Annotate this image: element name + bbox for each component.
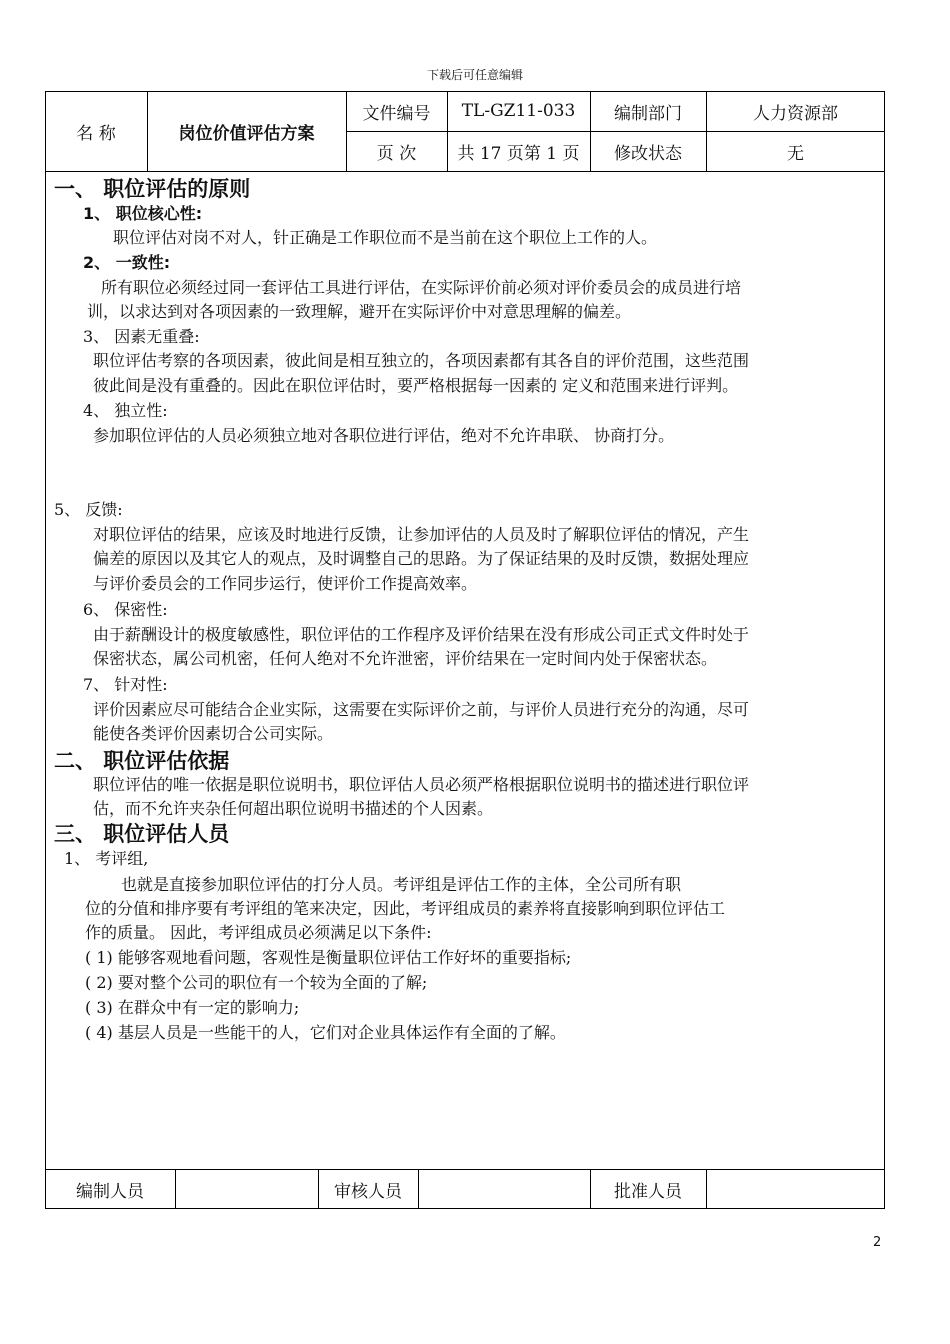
status-value: 无	[787, 143, 804, 164]
paragraph-line: 参加职位评估的人员必须独立地对各职位进行评估，绝对不允许串联、 协商打分。	[93, 426, 675, 445]
subsection-heading: 1、 职位核心性:	[83, 204, 203, 223]
subsection-heading: 7、 针对性:	[83, 675, 168, 694]
paragraph-line: 保密状态，属公司机密，任何人绝对不允许泄密，评价结果在一定时间内处于保密状态。	[93, 649, 718, 668]
dept-value: 人力资源部	[753, 103, 838, 124]
page-number: 2	[873, 1235, 882, 1250]
doc-no-value: TL-GZ11-033	[461, 101, 576, 121]
header-bottom-rule	[45, 171, 885, 172]
subsection-heading: 3、 因素无重叠:	[83, 327, 200, 346]
condition-item: ( 3) 在群众中有一定的影响力;	[85, 998, 300, 1017]
paragraph-line: 彼此间是没有重叠的。因此在职位评估时，要严格根据每一因素的 定义和范围来进行评判。	[93, 376, 739, 395]
page-label: 页 次	[376, 143, 417, 164]
subsection-heading: 1、 考评组,	[64, 849, 149, 868]
condition-item: ( 2) 要对整个公司的职位有一个较为全面的了解;	[85, 973, 428, 992]
section-heading: 二、 职位评估依据	[54, 749, 230, 773]
condition-item: ( 1) 能够客观地看问题，客观性是衡量职位评估工作好坏的重要指标;	[85, 948, 572, 967]
paragraph-line: 训，以求达到对各项因素的一致理解，避开在实际评价中对意思理解的偏差。	[87, 302, 632, 321]
status-label: 修改状态	[614, 143, 682, 164]
paragraph-line: 评价因素应尽可能结合企业实际，这需要在实际评价之前，与评价人员进行充分的沟通，尽可	[93, 700, 750, 719]
paragraph-line: 偏差的原因以及其它人的观点，及时调整自己的思路。为了保证结果的及时反馈，数据处理应	[93, 549, 750, 568]
top-note: 下载后可任意编辑	[426, 68, 523, 82]
paragraph-line: 也就是直接参加职位评估的打分人员。考评组是评估工作的主体，全公司所有职	[121, 875, 682, 894]
preparer-field[interactable]	[175, 1169, 318, 1209]
approver-field[interactable]	[706, 1169, 885, 1209]
document-title: 岗位价值评估方案	[178, 123, 315, 144]
condition-item: ( 4) 基层人员是一些能干的人，它们对企业具体运作有全面的了解。	[85, 1023, 566, 1042]
subsection-heading: 6、 保密性:	[83, 600, 168, 619]
paragraph-line: 所有职位必须经过同一套评估工具进行评估，在实际评价前必须对评价委员会的成员进行培	[101, 278, 742, 297]
paragraph-line: 职位评估对岗不对人，针正确是工作职位而不是当前在这个职位上工作的人。	[113, 228, 658, 247]
reviewer-field[interactable]	[418, 1169, 590, 1209]
subsection-heading: 5、 反馈:	[54, 500, 123, 519]
approver-label: 批准人员	[614, 1181, 682, 1202]
paragraph-line: 估，而不允许夹杂任何超出职位说明书描述的个人因素。	[93, 799, 494, 818]
name-label: 名 称	[76, 123, 116, 144]
dept-label: 编制部门	[614, 103, 682, 124]
subsection-heading: 4、 独立性:	[83, 401, 168, 420]
subsection-heading: 2、 一致性:	[83, 253, 171, 272]
paragraph-line: 由于薪酬设计的极度敏感性，职位评估的工作程序及评价结果在没有形成公司正式文件时处于	[93, 625, 750, 644]
reviewer-label: 审核人员	[334, 1181, 402, 1202]
doc-no-label: 文件编号	[362, 103, 431, 124]
paragraph-line: 职位评估考察的各项因素，彼此间是相互独立的，各项因素都有其各自的评价范围，这些范围	[93, 351, 750, 370]
paragraph-line: 与评价委员会的工作同步运行，使评价工作提高效率。	[93, 574, 478, 593]
page-value: 共 17 页第 1 页	[457, 143, 580, 164]
paragraph-line: 作的质量。 因此，考评组成员必须满足以下条件:	[85, 923, 432, 942]
section-heading: 三、 职位评估人员	[54, 822, 230, 846]
paragraph-line: 位的分值和排序要有考评组的笔来决定，因此，考评组成员的素养将直接影响到职位评估工	[85, 899, 726, 918]
paragraph-line: 能使各类评价因素切合公司实际。	[93, 724, 334, 743]
preparer-label: 编制人员	[76, 1181, 144, 1202]
section-heading: 一、 职位评估的原则	[54, 177, 251, 201]
paragraph-line: 对职位评估的结果，应该及时地进行反馈，让参加评估的人员及时了解职位评估的情况，产生	[93, 525, 750, 544]
paragraph-line: 职位评估的唯一依据是职位说明书，职位评估人员必须严格根据职位说明书的描述进行职位评	[93, 775, 750, 794]
